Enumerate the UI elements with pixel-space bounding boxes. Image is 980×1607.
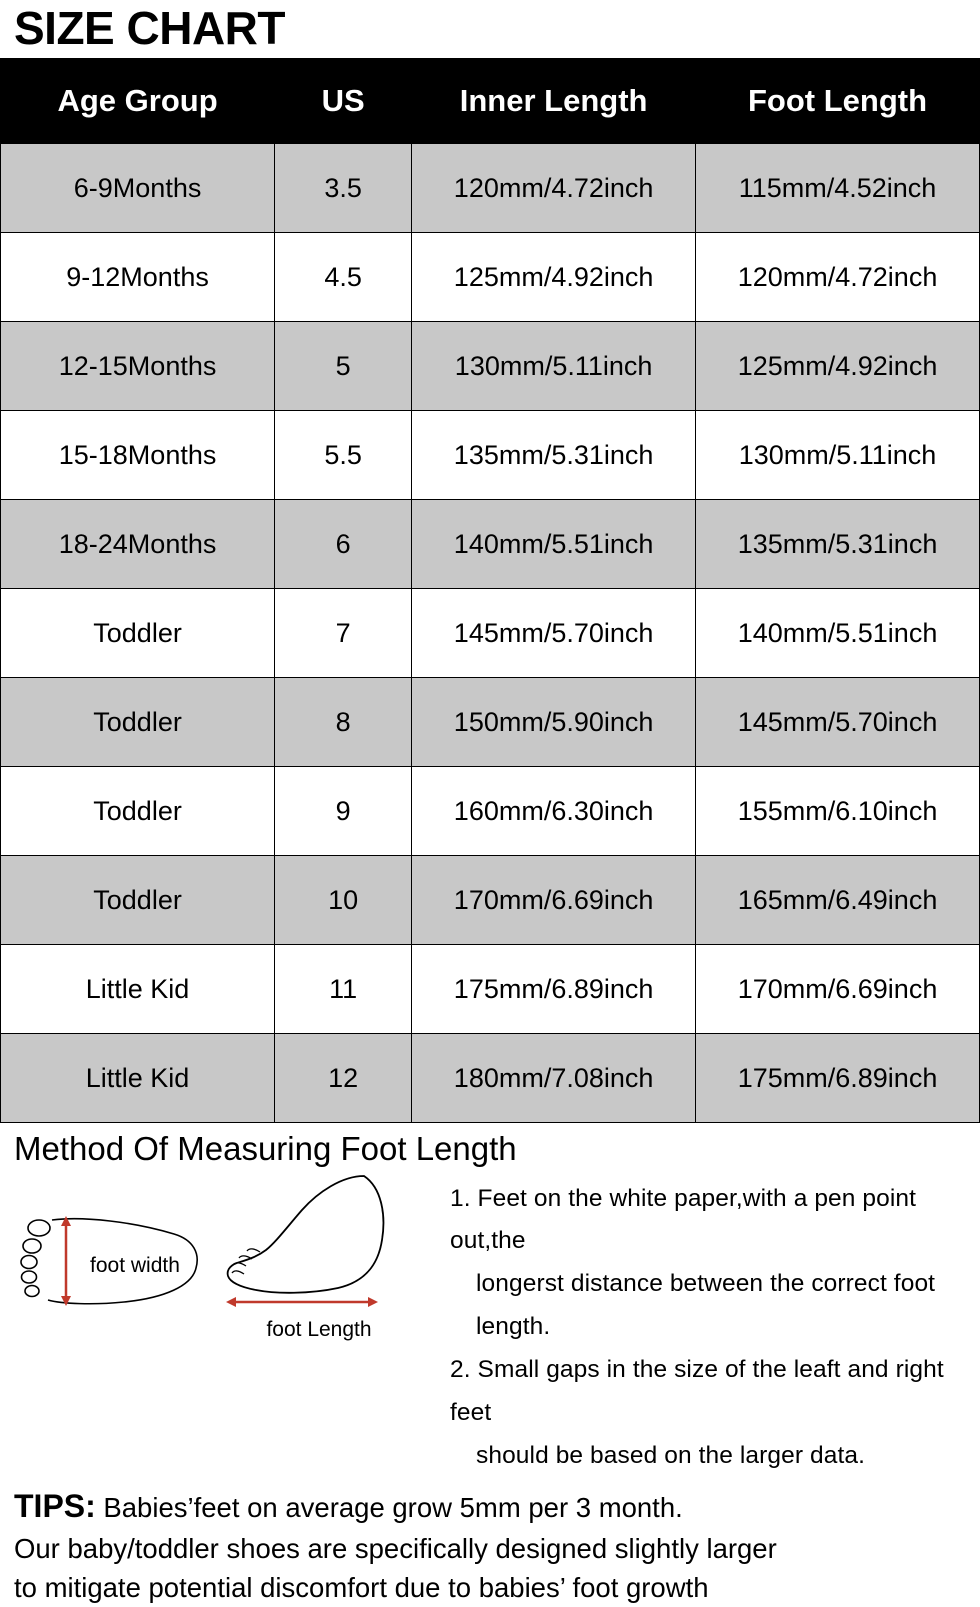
cell-foot-length: 115mm/4.52inch bbox=[696, 144, 980, 233]
column-header-foot-length: Foot Length bbox=[696, 59, 980, 144]
foot-diagrams bbox=[14, 1170, 444, 1342]
cell-us: 3.5 bbox=[275, 144, 412, 233]
method-section bbox=[0, 1170, 980, 1478]
method-heading: Method Of Measuring Foot Length bbox=[14, 1130, 517, 1168]
cell-us: 4.5 bbox=[275, 233, 412, 322]
cell-age-group: Toddler bbox=[1, 767, 275, 856]
cell-age-group: 18-24Months bbox=[1, 500, 275, 589]
cell-inner-length: 150mm/5.90inch bbox=[412, 678, 696, 767]
cell-inner-length: 175mm/6.89inch bbox=[412, 945, 696, 1034]
foot-side-view-diagram bbox=[214, 1170, 424, 1342]
cell-us: 9 bbox=[275, 767, 412, 856]
cell-age-group: Little Kid bbox=[1, 1034, 275, 1123]
table-row bbox=[1, 945, 980, 1034]
cell-age-group: 15-18Months bbox=[1, 411, 275, 500]
cell-foot-length: 170mm/6.69inch bbox=[696, 945, 980, 1034]
cell-age-group: Little Kid bbox=[1, 945, 275, 1034]
cell-us: 7 bbox=[275, 589, 412, 678]
cell-age-group: Toddler bbox=[1, 856, 275, 945]
measuring-step-1-line-2: longerst distance between the correct foot length. bbox=[476, 1270, 936, 1341]
table-row bbox=[1, 233, 980, 322]
tips-line-1-text: Babies’feet on average grow 5mm per 3 month. bbox=[103, 1491, 683, 1523]
cell-inner-length: 180mm/7.08inch bbox=[412, 1034, 696, 1123]
cell-foot-length: 125mm/4.92inch bbox=[696, 322, 980, 411]
cell-us: 8 bbox=[275, 678, 412, 767]
foot-width-label: foot width bbox=[90, 1253, 180, 1277]
table-header-row bbox=[1, 59, 980, 144]
table-row bbox=[1, 1034, 980, 1123]
cell-age-group: 12-15Months bbox=[1, 322, 275, 411]
cell-inner-length: 160mm/6.30inch bbox=[412, 767, 696, 856]
measuring-step-2-line-1: 2. Small gaps in the size of the leaft and right feet bbox=[450, 1356, 944, 1426]
cell-inner-length: 170mm/6.69inch bbox=[412, 856, 696, 945]
cell-foot-length: 120mm/4.72inch bbox=[696, 233, 980, 322]
table-row bbox=[1, 589, 980, 678]
cell-inner-length: 145mm/5.70inch bbox=[412, 589, 696, 678]
foot-length-label: foot Length bbox=[266, 1317, 372, 1341]
column-header-age-group: Age Group bbox=[1, 59, 275, 144]
cell-inner-length: 125mm/4.92inch bbox=[412, 233, 696, 322]
cell-age-group: 6-9Months bbox=[1, 144, 275, 233]
cell-foot-length: 135mm/5.31inch bbox=[696, 500, 980, 589]
tips-section bbox=[0, 1478, 980, 1607]
table-row bbox=[1, 678, 980, 767]
cell-foot-length: 145mm/5.70inch bbox=[696, 678, 980, 767]
cell-inner-length: 135mm/5.31inch bbox=[412, 411, 696, 500]
measuring-steps bbox=[444, 1170, 972, 1478]
cell-foot-length: 140mm/5.51inch bbox=[696, 589, 980, 678]
table-row bbox=[1, 411, 980, 500]
cell-us: 6 bbox=[275, 500, 412, 589]
cell-inner-length: 120mm/4.72inch bbox=[412, 144, 696, 233]
tips-label: TIPS: bbox=[14, 1487, 96, 1524]
cell-foot-length: 130mm/5.11inch bbox=[696, 411, 980, 500]
cell-us: 10 bbox=[275, 856, 412, 945]
cell-us: 11 bbox=[275, 945, 412, 1034]
cell-age-group: Toddler bbox=[1, 589, 275, 678]
measuring-step-1-line-1: 1. Feet on the white paper,with a pen point out,the bbox=[450, 1184, 917, 1255]
column-header-us: US bbox=[275, 59, 412, 144]
cell-age-group: Toddler bbox=[1, 678, 275, 767]
cell-foot-length: 175mm/6.89inch bbox=[696, 1034, 980, 1123]
table-row bbox=[1, 322, 980, 411]
table-row bbox=[1, 767, 980, 856]
cell-us: 5 bbox=[275, 322, 412, 411]
page-title: SIZE CHART bbox=[14, 2, 285, 54]
measuring-step-2-line-2: should be based on the larger data. bbox=[476, 1441, 865, 1469]
size-chart-table bbox=[0, 58, 980, 1123]
tips-line-3: to mitigate potential discomfort due to babies’ foot growth bbox=[14, 1572, 709, 1604]
foot-side-outline-icon bbox=[214, 1170, 419, 1320]
cell-foot-length: 155mm/6.10inch bbox=[696, 767, 980, 856]
table-row bbox=[1, 856, 980, 945]
cell-us: 5.5 bbox=[275, 411, 412, 500]
tips-line-2: Our baby/toddler shoes are specifically designed slightly larger bbox=[14, 1533, 777, 1565]
foot-top-view-diagram bbox=[14, 1170, 214, 1326]
cell-us: 12 bbox=[275, 1034, 412, 1123]
column-header-inner-length: Inner Length bbox=[412, 59, 696, 144]
table-row bbox=[1, 500, 980, 589]
table-body bbox=[1, 144, 980, 1123]
tips-line-1 bbox=[14, 1484, 972, 1529]
cell-foot-length: 165mm/6.49inch bbox=[696, 856, 980, 945]
cell-age-group: 9-12Months bbox=[1, 233, 275, 322]
table-row bbox=[1, 144, 980, 233]
cell-inner-length: 140mm/5.51inch bbox=[412, 500, 696, 589]
table-header bbox=[1, 59, 980, 144]
cell-inner-length: 130mm/5.11inch bbox=[412, 322, 696, 411]
